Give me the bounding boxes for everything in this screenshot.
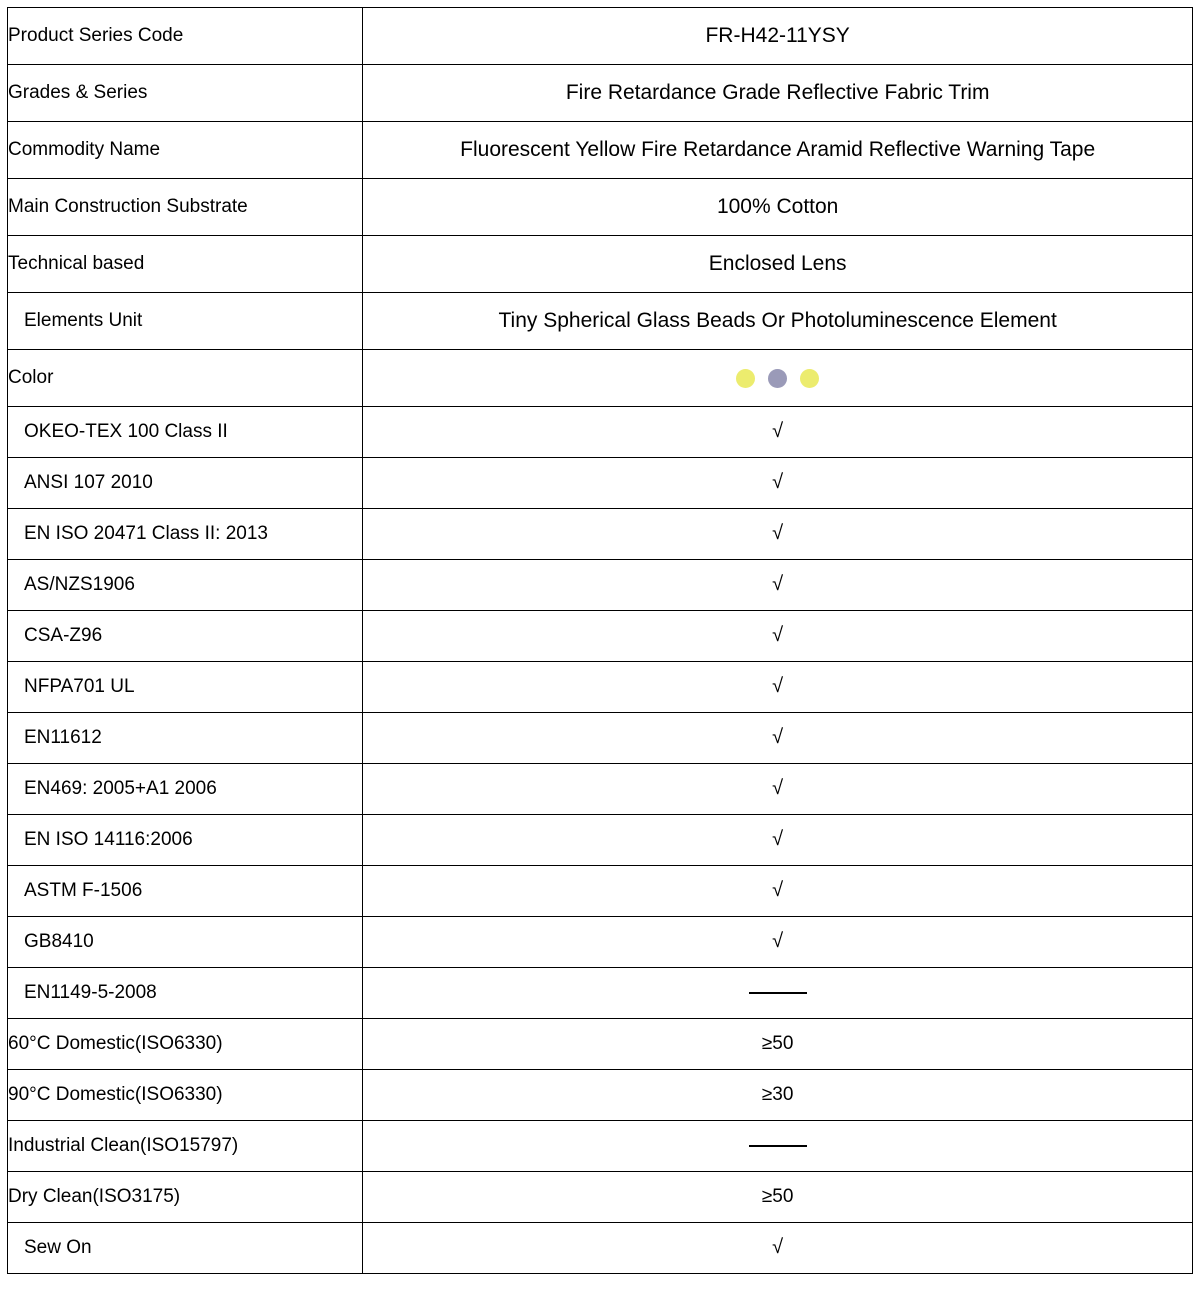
table-row xyxy=(8,1070,1193,1121)
row-value xyxy=(363,407,1193,458)
table-row xyxy=(8,8,1193,65)
row-value xyxy=(363,611,1193,662)
table-row xyxy=(8,1172,1193,1223)
row-value xyxy=(363,1121,1193,1172)
checkmark-icon: √ xyxy=(772,725,784,748)
color-swatch xyxy=(768,369,787,388)
table-row xyxy=(8,458,1193,509)
table-row xyxy=(8,764,1193,815)
row-label: EN ISO 14116:2006 xyxy=(8,815,363,866)
row-label: Commodity Name xyxy=(8,122,363,179)
table-row xyxy=(8,65,1193,122)
row-label: GB8410 xyxy=(8,917,363,968)
table-row xyxy=(8,815,1193,866)
row-value xyxy=(363,764,1193,815)
row-value: ≥30 xyxy=(363,1070,1193,1121)
not-applicable-dash xyxy=(749,992,807,994)
row-label: Color xyxy=(8,350,363,407)
checkmark-icon: √ xyxy=(772,878,784,901)
row-value xyxy=(363,866,1193,917)
row-label: Industrial Clean(ISO15797) xyxy=(8,1121,363,1172)
table-row xyxy=(8,611,1193,662)
row-value xyxy=(363,1223,1193,1274)
row-label: EN469: 2005+A1 2006 xyxy=(8,764,363,815)
checkmark-icon: √ xyxy=(772,419,784,442)
row-value xyxy=(363,815,1193,866)
row-value xyxy=(363,350,1193,407)
row-label: Main Construction Substrate xyxy=(8,179,363,236)
checkmark-icon: √ xyxy=(772,572,784,595)
row-value: FR-H42-11YSY xyxy=(363,8,1193,65)
row-value xyxy=(363,458,1193,509)
table-row xyxy=(8,293,1193,350)
checkmark-icon: √ xyxy=(772,623,784,646)
checkmark-icon: √ xyxy=(772,776,784,799)
product-specification-table xyxy=(7,7,1193,1274)
table-row xyxy=(8,236,1193,293)
checkmark-icon: √ xyxy=(772,1235,784,1258)
row-value xyxy=(363,968,1193,1019)
row-label: ANSI 107 2010 xyxy=(8,458,363,509)
table-row xyxy=(8,968,1193,1019)
row-label: EN11612 xyxy=(8,713,363,764)
row-label: EN ISO 20471 Class II: 2013 xyxy=(8,509,363,560)
color-swatch xyxy=(736,369,755,388)
color-swatch xyxy=(800,369,819,388)
row-label: EN1149-5-2008 xyxy=(8,968,363,1019)
table-row xyxy=(8,662,1193,713)
table-row xyxy=(8,1121,1193,1172)
table-row xyxy=(8,713,1193,764)
row-value: ≥50 xyxy=(363,1172,1193,1223)
row-label: 90°C Domestic(ISO6330) xyxy=(8,1070,363,1121)
table-row xyxy=(8,179,1193,236)
table-row xyxy=(8,917,1193,968)
row-value: ≥50 xyxy=(363,1019,1193,1070)
row-label: Elements Unit xyxy=(8,293,363,350)
row-value: Fire Retardance Grade Reflective Fabric Trim xyxy=(363,65,1193,122)
row-label: OKEO-TEX 100 Class II xyxy=(8,407,363,458)
row-value xyxy=(363,509,1193,560)
table-row xyxy=(8,509,1193,560)
color-swatch-group xyxy=(363,369,1192,388)
table-row xyxy=(8,407,1193,458)
row-value: Tiny Spherical Glass Beads Or Photoluminescence Element xyxy=(363,293,1193,350)
checkmark-icon: √ xyxy=(772,929,784,952)
row-label: CSA-Z96 xyxy=(8,611,363,662)
row-label: Technical based xyxy=(8,236,363,293)
row-value xyxy=(363,917,1193,968)
row-label: Product Series Code xyxy=(8,8,363,65)
checkmark-icon: √ xyxy=(772,674,784,697)
row-label: 60°C Domestic(ISO6330) xyxy=(8,1019,363,1070)
row-label: NFPA701 UL xyxy=(8,662,363,713)
row-label: ASTM F-1506 xyxy=(8,866,363,917)
checkmark-icon: √ xyxy=(772,470,784,493)
table-row xyxy=(8,122,1193,179)
table-row xyxy=(8,1019,1193,1070)
checkmark-icon: √ xyxy=(772,827,784,850)
table-row xyxy=(8,866,1193,917)
table-row xyxy=(8,560,1193,611)
row-value xyxy=(363,662,1193,713)
row-label: AS/NZS1906 xyxy=(8,560,363,611)
row-label: Sew On xyxy=(8,1223,363,1274)
checkmark-icon: √ xyxy=(772,521,784,544)
row-value: 100% Cotton xyxy=(363,179,1193,236)
row-label: Dry Clean(ISO3175) xyxy=(8,1172,363,1223)
row-value: Fluorescent Yellow Fire Retardance Aramid Reflective Warning Tape xyxy=(363,122,1193,179)
table-body xyxy=(8,8,1193,1274)
not-applicable-dash xyxy=(749,1145,807,1147)
row-label: Grades & Series xyxy=(8,65,363,122)
table-row xyxy=(8,350,1193,407)
table-row xyxy=(8,1223,1193,1274)
row-value xyxy=(363,713,1193,764)
row-value: Enclosed Lens xyxy=(363,236,1193,293)
row-value xyxy=(363,560,1193,611)
